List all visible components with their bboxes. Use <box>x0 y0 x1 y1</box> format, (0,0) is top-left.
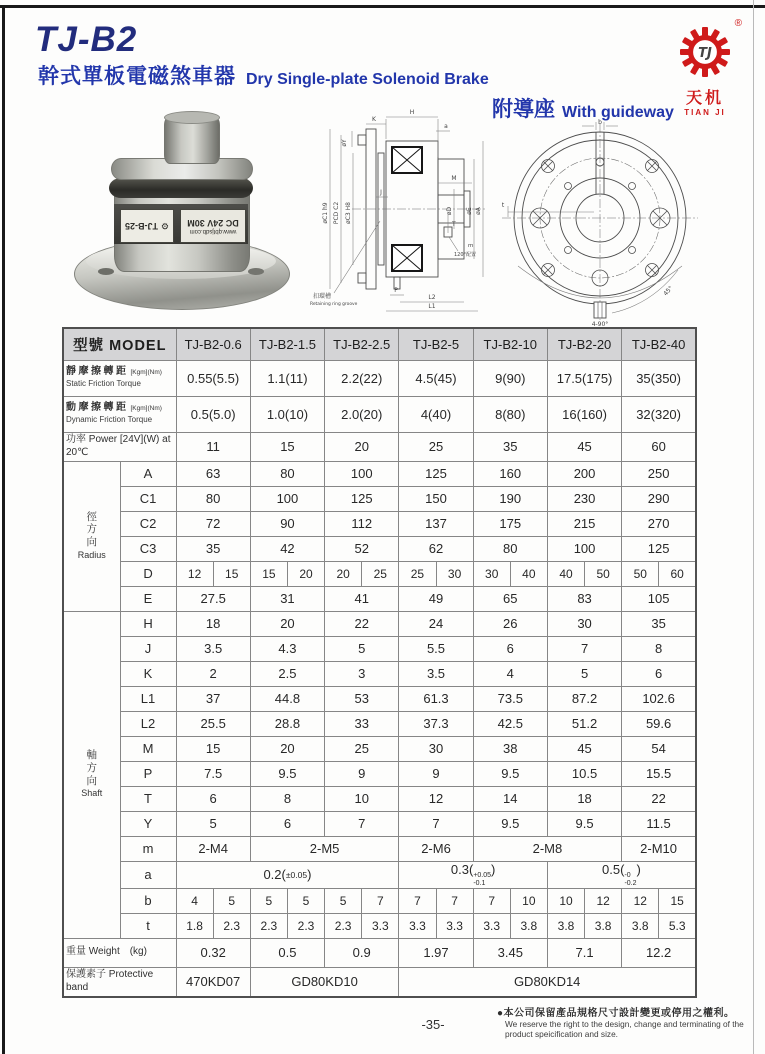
value-cell: 40 <box>510 561 547 586</box>
dim-letter: P <box>120 761 176 786</box>
value-cell: 7 <box>473 888 510 913</box>
value-cell: 7 <box>325 811 399 836</box>
table-row-inline <box>63 432 696 461</box>
dim-label-C3: øC3 H8 <box>345 202 352 224</box>
value-cell: 20 <box>250 736 324 761</box>
logo-name-zh: 天机 <box>685 90 724 107</box>
photo-nameplate: ⚙ TJ-B-25 <box>120 209 174 243</box>
table-row-L1 <box>63 686 696 711</box>
company-logo <box>660 18 750 117</box>
value-cell: 7.5 <box>176 761 250 786</box>
value-cell: 2.5 <box>250 661 324 686</box>
value-cell: 2-M4 <box>176 836 250 861</box>
dim-letter: C1 <box>120 486 176 511</box>
value-cell: 8 <box>250 786 324 811</box>
value-cell: 0.5 <box>250 938 324 967</box>
value-cell: 1.97 <box>399 938 473 967</box>
table-row-bandspan <box>63 967 696 997</box>
value-cell: 4.3 <box>250 636 324 661</box>
front-view-drawing <box>494 116 706 334</box>
dim-label-b: b <box>598 119 602 126</box>
dim-letter: b <box>120 888 176 913</box>
table-header-row <box>63 328 696 360</box>
value-cell: 12 <box>399 786 473 811</box>
page-title: TJ-B2 <box>35 20 138 59</box>
value-cell: 3.8 <box>622 913 659 938</box>
value-cell: 2 <box>176 661 250 686</box>
value-cell: 175 <box>473 511 547 536</box>
value-cell: 1.0(10) <box>250 396 324 432</box>
value-cell: 112 <box>325 511 399 536</box>
logo-name-en: TIAN JI <box>684 108 726 117</box>
value-cell: 3.3 <box>473 913 510 938</box>
table-row-P <box>63 761 696 786</box>
value-cell: 5 <box>325 636 399 661</box>
dim-label-L1: L1 <box>428 303 436 310</box>
value-cell: 6 <box>473 636 547 661</box>
row-label: 重量 Weight (kg) <box>63 938 176 967</box>
value-cell: 12 <box>176 561 213 586</box>
dim-label-H: H <box>409 109 415 116</box>
footer-note-zh: ●本公司保留產品規格尺寸設計變更或停用之權利。 <box>497 1008 735 1019</box>
value-cell: 65 <box>473 586 547 611</box>
value-cell: 270 <box>622 511 696 536</box>
value-cell: 5 <box>176 811 250 836</box>
spec-table <box>62 327 697 998</box>
value-cell: 5 <box>213 888 250 913</box>
value-cell: 32(320) <box>622 396 696 432</box>
value-cell: GD80KD10 <box>250 967 399 997</box>
value-cell: 11 <box>176 432 250 461</box>
value-cell: 20 <box>287 561 324 586</box>
dim-label-P: P <box>394 287 398 294</box>
value-cell: 4.5(45) <box>399 360 473 396</box>
retaining-note-en: Retaining ring groove <box>310 302 358 307</box>
subtitle-en: Dry Single-plate Solenoid Brake <box>246 71 489 88</box>
value-cell: 10 <box>325 786 399 811</box>
value-cell: 45 <box>547 432 621 461</box>
value-cell: 51.2 <box>547 711 621 736</box>
value-cell: 80 <box>176 486 250 511</box>
guideway-zh: 附導座 <box>492 98 555 121</box>
value-cell: 62 <box>399 536 473 561</box>
value-cell: 2.3 <box>213 913 250 938</box>
page-number: -35- <box>421 1017 445 1032</box>
subtitle-zh: 幹式單板電磁煞車器 <box>38 65 236 88</box>
dim-letter: L1 <box>120 686 176 711</box>
value-cell: 9.5 <box>547 811 621 836</box>
value-cell: 30 <box>436 561 473 586</box>
dim-letter: t <box>120 913 176 938</box>
value-cell: 0.9 <box>325 938 399 967</box>
value-cell: 38 <box>473 736 547 761</box>
footer-note-en: We reserve the right to the design, change and terminating of the product speicification and size. <box>505 1019 744 1039</box>
value-cell: 1.1(11) <box>250 360 324 396</box>
dim-label-D: øD <box>446 206 453 216</box>
dim-letter: H <box>120 611 176 636</box>
dim-label-J: J <box>380 189 382 196</box>
value-cell: 10.5 <box>547 761 621 786</box>
value-cell: 3.8 <box>585 913 622 938</box>
value-cell: 33 <box>325 711 399 736</box>
gear-logo-icon <box>679 26 731 78</box>
value-cell: 5 <box>287 888 324 913</box>
value-cell: 100 <box>325 461 399 486</box>
table-row-inline <box>63 938 696 967</box>
value-cell: 7.1 <box>547 938 621 967</box>
dim-letter: C3 <box>120 536 176 561</box>
value-cell: 137 <box>399 511 473 536</box>
value-cell: 100 <box>547 536 621 561</box>
row-label: 保護素子 Protective band <box>63 967 176 997</box>
table-row-torque <box>63 360 696 396</box>
dim-letter: Y <box>120 811 176 836</box>
value-cell: 50 <box>622 561 659 586</box>
footer-note <box>497 1004 755 1040</box>
value-cell: 53 <box>325 686 399 711</box>
value-cell: 105 <box>622 586 696 611</box>
value-cell: 15 <box>176 736 250 761</box>
value-cell: 25 <box>362 561 399 586</box>
cross-section-drawing <box>308 101 490 319</box>
value-cell: 3.3 <box>399 913 436 938</box>
value-cell: 3 <box>325 661 399 686</box>
value-cell: 0.5( -0 -0.2 ) <box>547 861 696 888</box>
gear-icon: ⚙ <box>160 221 170 232</box>
value-cell: 4 <box>473 661 547 686</box>
value-cell: 125 <box>622 536 696 561</box>
value-cell: 0.32 <box>176 938 250 967</box>
table-row-M <box>63 736 696 761</box>
value-cell: 44.8 <box>250 686 324 711</box>
value-cell: 27.5 <box>176 586 250 611</box>
table-row-L2 <box>63 711 696 736</box>
value-cell: 18 <box>176 611 250 636</box>
value-cell: 7 <box>399 888 436 913</box>
value-cell: 1.8 <box>176 913 213 938</box>
table-row-t <box>63 913 696 938</box>
value-cell: 25.5 <box>176 711 250 736</box>
model-column-header: TJ-B2-20 <box>547 328 621 360</box>
table-row-C1 <box>63 486 696 511</box>
dim-label-t: t <box>501 202 505 209</box>
value-cell: 35 <box>622 611 696 636</box>
spec-table-container <box>62 327 697 998</box>
value-cell: 59.6 <box>622 711 696 736</box>
value-cell: 7 <box>436 888 473 913</box>
value-cell: 470KD07 <box>176 967 250 997</box>
value-cell: 2.2(22) <box>325 360 399 396</box>
value-cell: 190 <box>473 486 547 511</box>
value-cell: 9 <box>325 761 399 786</box>
value-cell: 28.8 <box>250 711 324 736</box>
value-cell: 10 <box>510 888 547 913</box>
value-cell: 2.3 <box>250 913 287 938</box>
value-cell: 5 <box>547 661 621 686</box>
value-cell: 0.2(±0.05) <box>176 861 399 888</box>
value-cell: 24 <box>399 611 473 636</box>
scan-edge-top <box>0 5 765 8</box>
table-row-E <box>63 586 696 611</box>
value-cell: 4 <box>176 888 213 913</box>
angle-label-4-90: 4-90° <box>591 321 609 328</box>
value-cell: 35 <box>473 432 547 461</box>
table-row-m <box>63 836 696 861</box>
value-cell: 250 <box>622 461 696 486</box>
value-cell: 7 <box>547 636 621 661</box>
dim-letter: a <box>120 861 176 888</box>
value-cell: 160 <box>473 461 547 486</box>
value-cell: 9 <box>399 761 473 786</box>
dim-label-a: a <box>444 123 448 130</box>
table-row-C2 <box>63 511 696 536</box>
model-column-header: TJ-B2-2.5 <box>325 328 399 360</box>
table-row-b <box>63 888 696 913</box>
value-cell: 2.0(20) <box>325 396 399 432</box>
table-row-Y <box>63 811 696 836</box>
value-cell: 7 <box>399 811 473 836</box>
model-column-header: TJ-B2-10 <box>473 328 547 360</box>
value-cell: 73.5 <box>473 686 547 711</box>
model-column-header: TJ-B2-0.6 <box>176 328 250 360</box>
value-cell: 41 <box>325 586 399 611</box>
registered-mark: ® <box>734 18 742 29</box>
value-cell: 7 <box>362 888 399 913</box>
value-cell: 290 <box>622 486 696 511</box>
value-cell: 215 <box>547 511 621 536</box>
value-cell: 20 <box>325 432 399 461</box>
dim-label-M: M <box>451 175 457 182</box>
value-cell: 2.3 <box>325 913 362 938</box>
model-header-cell: 型號 MODEL <box>63 328 176 360</box>
value-cell: 42.5 <box>473 711 547 736</box>
dim-letter: J <box>120 636 176 661</box>
dim-label-m: m <box>468 243 474 249</box>
dim-letter: A <box>120 461 176 486</box>
value-cell: 100 <box>250 486 324 511</box>
value-cell: 125 <box>325 486 399 511</box>
angle-label-45: 45° <box>662 284 675 298</box>
value-cell: 200 <box>547 461 621 486</box>
value-cell: 30 <box>547 611 621 636</box>
value-cell: 3.8 <box>547 913 584 938</box>
value-cell: 5.5 <box>399 636 473 661</box>
subtitle <box>38 60 489 90</box>
model-column-header: TJ-B2-5 <box>399 328 473 360</box>
value-cell: 61.3 <box>399 686 473 711</box>
value-cell: 18 <box>547 786 621 811</box>
group-label-shaft: 軸 方 向 Shaft <box>63 611 120 938</box>
value-cell: 20 <box>325 561 362 586</box>
value-cell: 2-M10 <box>622 836 696 861</box>
value-cell: 22 <box>622 786 696 811</box>
dim-letter: C2 <box>120 511 176 536</box>
value-cell: 5 <box>250 888 287 913</box>
value-cell: 3.5 <box>399 661 473 686</box>
value-cell: 30 <box>473 561 510 586</box>
schematic-label: 120°配置 <box>454 252 477 258</box>
value-cell: 2.3 <box>287 913 324 938</box>
dim-letter: T <box>120 786 176 811</box>
value-cell: 50 <box>585 561 622 586</box>
product-photo <box>72 112 290 316</box>
value-cell: 16(160) <box>547 396 621 432</box>
table-row-T <box>63 786 696 811</box>
value-cell: 5.3 <box>659 913 696 938</box>
value-cell: 4(40) <box>399 396 473 432</box>
value-cell: 10 <box>547 888 584 913</box>
dim-letter: L2 <box>120 711 176 736</box>
model-column-header: TJ-B2-1.5 <box>250 328 324 360</box>
flange-hole <box>248 268 264 275</box>
value-cell: 54 <box>622 736 696 761</box>
value-cell: 0.55(5.5) <box>176 360 250 396</box>
dim-label-C1: øC1 h9 <box>322 202 329 224</box>
value-cell: 6 <box>622 661 696 686</box>
value-cell: 35(350) <box>622 360 696 396</box>
value-cell: 9.5 <box>250 761 324 786</box>
value-cell: GD80KD14 <box>399 967 696 997</box>
value-cell: 26 <box>473 611 547 636</box>
value-cell: 0.3( +0.05 -0.1 ) <box>399 861 548 888</box>
value-cell: 37.3 <box>399 711 473 736</box>
value-cell: 72 <box>176 511 250 536</box>
value-cell: 9.5 <box>473 811 547 836</box>
dim-label-A: øA <box>475 207 482 215</box>
value-cell: 63 <box>176 461 250 486</box>
value-cell: 11.5 <box>622 811 696 836</box>
value-cell: 12.2 <box>622 938 696 967</box>
value-cell: 6 <box>250 811 324 836</box>
value-cell: 80 <box>250 461 324 486</box>
table-row-K <box>63 661 696 686</box>
value-cell: 15 <box>213 561 250 586</box>
row-label: 靜摩擦轉距 [Kgm](Nm) Static Friction Torque <box>63 360 176 396</box>
value-cell: 3.5 <box>176 636 250 661</box>
value-cell: 125 <box>399 461 473 486</box>
value-cell: 25 <box>325 736 399 761</box>
value-cell: 3.3 <box>362 913 399 938</box>
value-cell: 15 <box>250 432 324 461</box>
value-cell: 230 <box>547 486 621 511</box>
value-cell: 12 <box>585 888 622 913</box>
value-cell: 8(80) <box>473 396 547 432</box>
value-cell: 80 <box>473 536 547 561</box>
value-cell: 37 <box>176 686 250 711</box>
value-cell: 52 <box>325 536 399 561</box>
dim-letter: K <box>120 661 176 686</box>
retaining-note-zh: 扣環槽 <box>313 293 332 300</box>
value-cell: 83 <box>547 586 621 611</box>
dim-letter: E <box>120 586 176 611</box>
value-cell: 90 <box>250 511 324 536</box>
value-cell: 2-M5 <box>250 836 399 861</box>
photo-friction-ring <box>109 178 253 198</box>
value-cell: 30 <box>399 736 473 761</box>
table-row-a <box>63 861 696 888</box>
scan-edge-right <box>753 0 754 1054</box>
value-cell: 15 <box>250 561 287 586</box>
dim-label-L2: L2 <box>428 294 436 301</box>
value-cell: 2-M8 <box>473 836 622 861</box>
scan-edge-left <box>2 5 5 1054</box>
logo-monogram: TJ <box>698 46 712 61</box>
value-cell: 15.5 <box>622 761 696 786</box>
row-label: 動摩擦轉距 [Kgm](Nm) Dynamic Friction Torque <box>63 396 176 432</box>
value-cell: 150 <box>399 486 473 511</box>
value-cell: 102.6 <box>622 686 696 711</box>
table-row-A <box>63 461 696 486</box>
value-cell: 12 <box>622 888 659 913</box>
guideway-en: With guideway <box>562 104 674 121</box>
value-cell: 3.8 <box>510 913 547 938</box>
table-row-C3 <box>63 536 696 561</box>
value-cell: 22 <box>325 611 399 636</box>
value-cell: 40 <box>547 561 584 586</box>
flange-hole <box>98 268 114 275</box>
table-row-H <box>63 611 696 636</box>
value-cell: 2-M6 <box>399 836 473 861</box>
value-cell: 3.3 <box>436 913 473 938</box>
dim-letter: D <box>120 561 176 586</box>
value-cell: 20 <box>250 611 324 636</box>
value-cell: 3.45 <box>473 938 547 967</box>
dim-label-T: T <box>452 221 456 228</box>
table-row-D <box>63 561 696 586</box>
model-column-header: TJ-B2-40 <box>622 328 696 360</box>
value-cell: 9.5 <box>473 761 547 786</box>
value-cell: 14 <box>473 786 547 811</box>
group-label-radius: 徑 方 向 Radius <box>63 461 120 611</box>
value-cell: 45 <box>547 736 621 761</box>
table-row-torque <box>63 396 696 432</box>
dim-letter: m <box>120 836 176 861</box>
table-row-J <box>63 636 696 661</box>
value-cell: 31 <box>250 586 324 611</box>
value-cell: 25 <box>399 432 473 461</box>
dim-label-K: K <box>372 116 376 123</box>
value-cell: 0.5(5.0) <box>176 396 250 432</box>
value-cell: 5 <box>325 888 362 913</box>
value-cell: 25 <box>399 561 436 586</box>
value-cell: 60 <box>659 561 696 586</box>
value-cell: 9(90) <box>473 360 547 396</box>
row-label: 功率 Power [24V](W) at 20℃ <box>63 432 176 461</box>
value-cell: 6 <box>176 786 250 811</box>
value-cell: 35 <box>176 536 250 561</box>
dim-label-Y: øY <box>341 139 348 147</box>
value-cell: 60 <box>622 432 696 461</box>
value-cell: 49 <box>399 586 473 611</box>
value-cell: 8 <box>622 636 696 661</box>
dim-letter: M <box>120 736 176 761</box>
dim-label-E: øE <box>466 207 473 215</box>
value-cell: 15 <box>659 888 696 913</box>
value-cell: 42 <box>250 536 324 561</box>
dim-label-PCD-C2: PCD C2 <box>333 201 340 225</box>
value-cell: 87.2 <box>547 686 621 711</box>
value-cell: 17.5(175) <box>547 360 621 396</box>
photo-spec-plate: www.qbtjsdb.com DC 24V 30M <box>180 209 246 243</box>
